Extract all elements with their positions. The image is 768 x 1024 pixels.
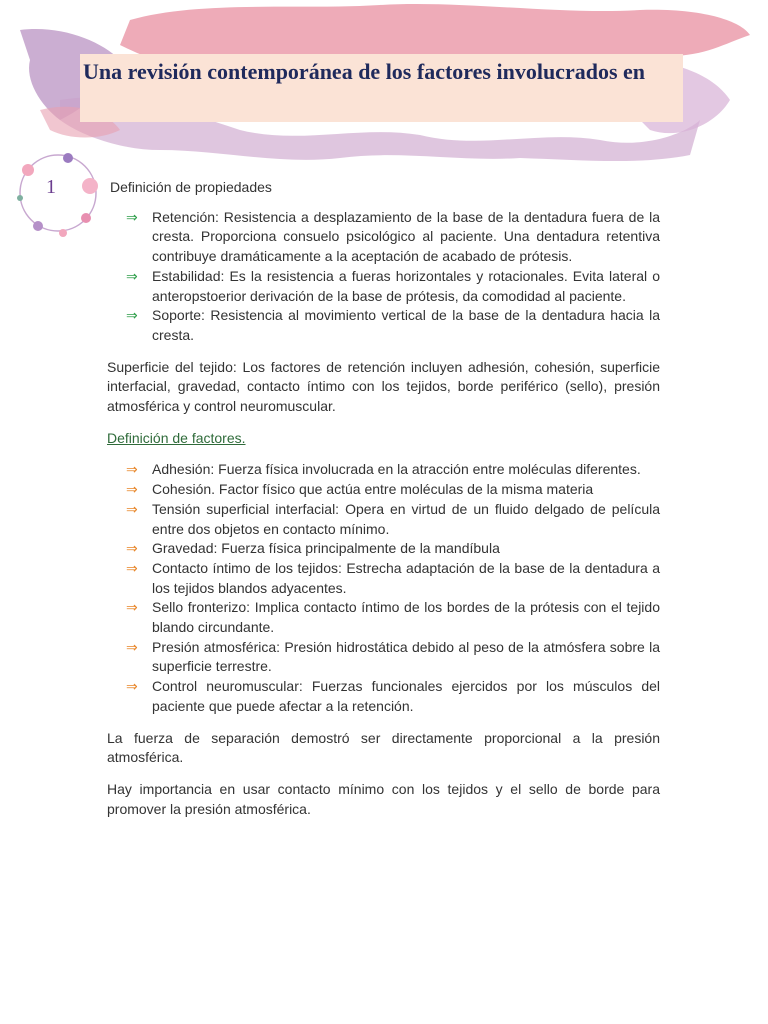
list-item: ⇒ Cohesión. Factor físico que actúa entre moléculas de la misma materia xyxy=(152,480,660,500)
document-title: Una revisión contemporánea de los factores involucrados en xyxy=(83,59,645,84)
arrow-icon: ⇒ xyxy=(126,500,138,517)
list-item: ⇒ Tensión superficial interfacial: Opera en virtud de un fluido delgado de película entre dos objetos en contacto mínimo. xyxy=(126,500,660,537)
importance-paragraph: Hay importancia en usar contacto mínimo con los tejidos y el sello de borde para promover la presión atmosférica. xyxy=(107,780,660,817)
section-number: 1 xyxy=(46,176,56,198)
list-item: ⇒ Gravedad: Fuerza física principalmente de la mandíbula xyxy=(152,539,660,559)
factors-link[interactable]: Definición de factores. xyxy=(107,429,246,446)
floral-wreath-icon xyxy=(8,148,108,248)
arrow-icon: ⇒ xyxy=(126,559,138,576)
arrow-icon: ⇒ xyxy=(126,599,138,616)
list-item: ⇒ Control neuromuscular: Fuerzas funcionales ejercidos por los músculos del paciente que puede afectar a la retención. xyxy=(126,678,660,714)
factors-list xyxy=(107,460,660,716)
title-box xyxy=(80,54,683,122)
force-paragraph: La fuerza de separación demostró ser directamente proporcional a la presión atmosférica. xyxy=(107,729,660,766)
arrow-icon: ⇒ xyxy=(126,307,138,324)
surface-paragraph: Superficie del tejido: Los factores de retención incluyen adhesión, cohesión, superficie interfacial, gravedad, contacto íntimo con los tejidos, borde periférico (sello), presión atmosférica y control neuromuscular. xyxy=(107,358,660,415)
list-item: ⇒ Sello fronterizo: Implica contacto íntimo de los bordes de la prótesis con el tejido blando circundante. xyxy=(126,599,660,636)
list-item: ⇒ Contacto íntimo de los tejidos: Estrecha adaptación de la base de la dentadura a los tejidos blandos adyacentes. xyxy=(126,559,660,596)
arrow-icon: ⇒ xyxy=(126,461,138,478)
list-item: ⇒ Soporte: Resistencia al movimiento vertical de la base de la dentadura hacia la cresta. xyxy=(126,307,660,343)
document-content xyxy=(107,178,660,831)
arrow-icon: ⇒ xyxy=(126,678,138,695)
list-item: ⇒ Estabilidad: Es la resistencia a fueras horizontales y rotacionales. Evita lateral o anteropstoerior derivación de la base de prótesis, da comodidad al paciente. xyxy=(126,267,660,304)
properties-heading: Definición de propiedades xyxy=(110,179,272,195)
arrow-icon: ⇒ xyxy=(126,208,138,225)
list-item: ⇒ Adhesión: Fuerza física involucrada en la atracción entre moléculas diferentes. xyxy=(152,460,660,480)
arrow-icon: ⇒ xyxy=(126,481,138,498)
properties-list xyxy=(107,208,660,346)
arrow-icon: ⇒ xyxy=(126,267,138,284)
list-item: ⇒ Retención: Resistencia a desplazamiento de la base de la dentadura fuera de la cresta. Proporciona consuelo psicológico al paciente. Una dentadura retentiva contribuye dramáticamente a la aceptación de acabado de prótesis. xyxy=(126,208,660,265)
arrow-icon: ⇒ xyxy=(126,540,138,557)
list-item: ⇒ Presión atmosférica: Presión hidrostática debido al peso de la atmósfera sobre la superficie terrestre. xyxy=(126,638,660,675)
arrow-icon: ⇒ xyxy=(126,638,138,655)
